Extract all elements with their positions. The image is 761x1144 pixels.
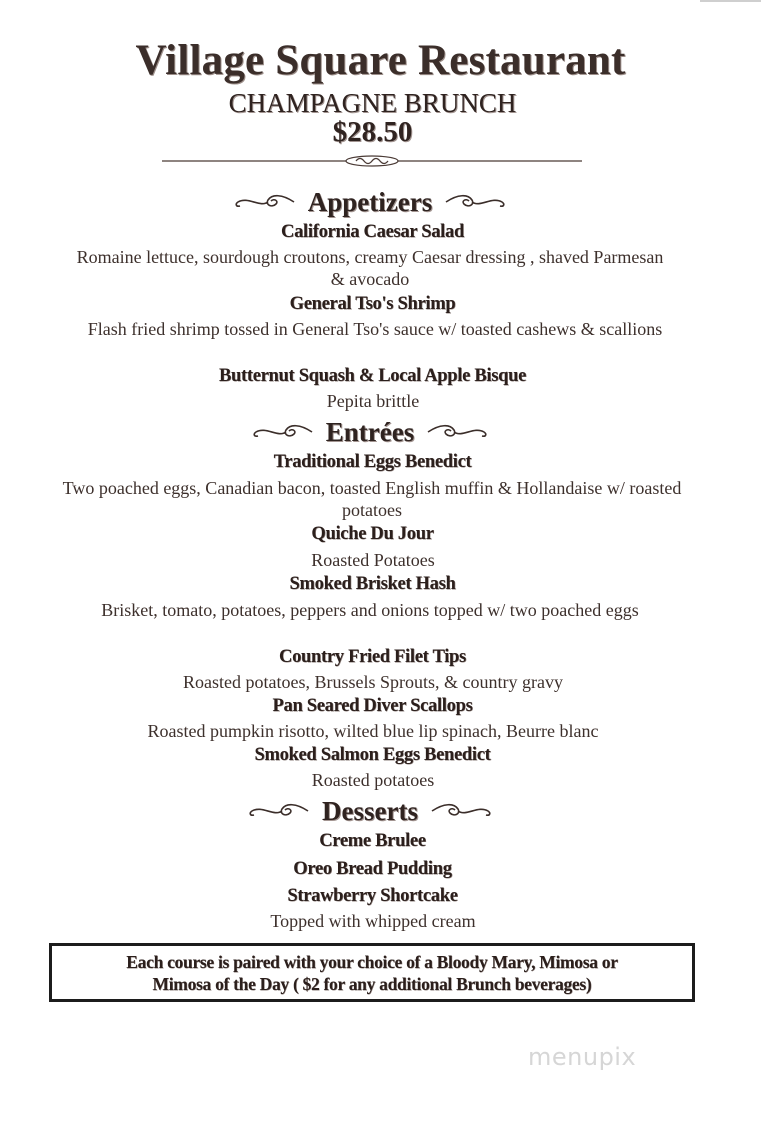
restaurant-title: Village Square Restaurant (135, 37, 626, 84)
appetizers-heading: Appetizers (307, 186, 433, 217)
entrees-heading: Entrées (325, 416, 415, 447)
menu-item-description: Roasted potatoes (311, 770, 435, 790)
menu-item-description: Brisket, tomato, potatoes, peppers and onions topped w/ two poached eggs (101, 600, 639, 620)
divider-ornament (162, 150, 582, 172)
left-flourish-icon (246, 801, 310, 821)
menu-item-description: Two poached eggs, Canadian bacon, toasted English muffin & Hollandaise w/ roasted potatoes (62, 478, 682, 520)
menu-item-name: Traditional Eggs Benedict (273, 452, 472, 472)
menu-item-name: Smoked Salmon Eggs Benedict (254, 745, 491, 765)
beverage-note (72, 951, 672, 995)
beverage-note-box (49, 943, 695, 1002)
section-appetizers (0, 184, 740, 220)
left-flourish-icon (232, 192, 296, 212)
section-entrees (0, 414, 740, 450)
menu-item-name: General Tso's Shrimp (289, 294, 456, 314)
menu-item-name: Strawberry Shortcake (287, 886, 458, 906)
menu-item-description: Topped with whipped cream (270, 911, 476, 931)
right-flourish-icon (430, 801, 494, 821)
menu-item-description: Flash fried shrimp tossed in General Tso's sauce w/ toasted cashews & scallions (87, 319, 663, 339)
brunch-subtitle: CHAMPAGNE BRUNCH (228, 88, 517, 118)
brunch-price: $28.50 (332, 116, 413, 148)
menu-item-description: Roasted Potatoes (311, 550, 435, 570)
menu-item-name: Oreo Bread Pudding (293, 859, 452, 879)
section-desserts (0, 793, 740, 829)
menu-item-name: Quiche Du Jour (311, 524, 434, 544)
beverage-note-line: Mimosa of the Day ( $2 for any additional Brunch beverages) (152, 973, 592, 994)
menu-item-description: Roasted potatoes, Brussels Sprouts, & country gravy (183, 672, 563, 692)
right-flourish-icon (444, 192, 508, 212)
menu-item-name: Country Fried Filet Tips (279, 647, 466, 667)
menu-item-description: Roasted pumpkin risotto, wilted blue lip spinach, Beurre blanc (147, 721, 599, 741)
menu-item-name: Smoked Brisket Hash (289, 574, 456, 594)
beverage-note-line: Each course is paired with your choice of a Bloody Mary, Mimosa or (126, 951, 618, 972)
menupix-watermark: menupix (528, 1043, 637, 1071)
right-flourish-icon (426, 422, 490, 442)
menu-item-name: Butternut Squash & Local Apple Bisque (218, 366, 527, 386)
menu-item-name: Creme Brulee (319, 831, 426, 851)
menu-item-name: Pan Seared Diver Scallops (272, 696, 473, 716)
corner-decoration (700, 0, 761, 6)
menu-item-description: Pepita brittle (326, 391, 420, 411)
menu-item-description: Romaine lettuce, sourdough croutons, creamy Caesar dressing , shaved Parmesan & avocado (76, 247, 664, 289)
left-flourish-icon (250, 422, 314, 442)
desserts-heading: Desserts (322, 795, 418, 826)
menu-item-name: California Caesar Salad (281, 222, 464, 242)
